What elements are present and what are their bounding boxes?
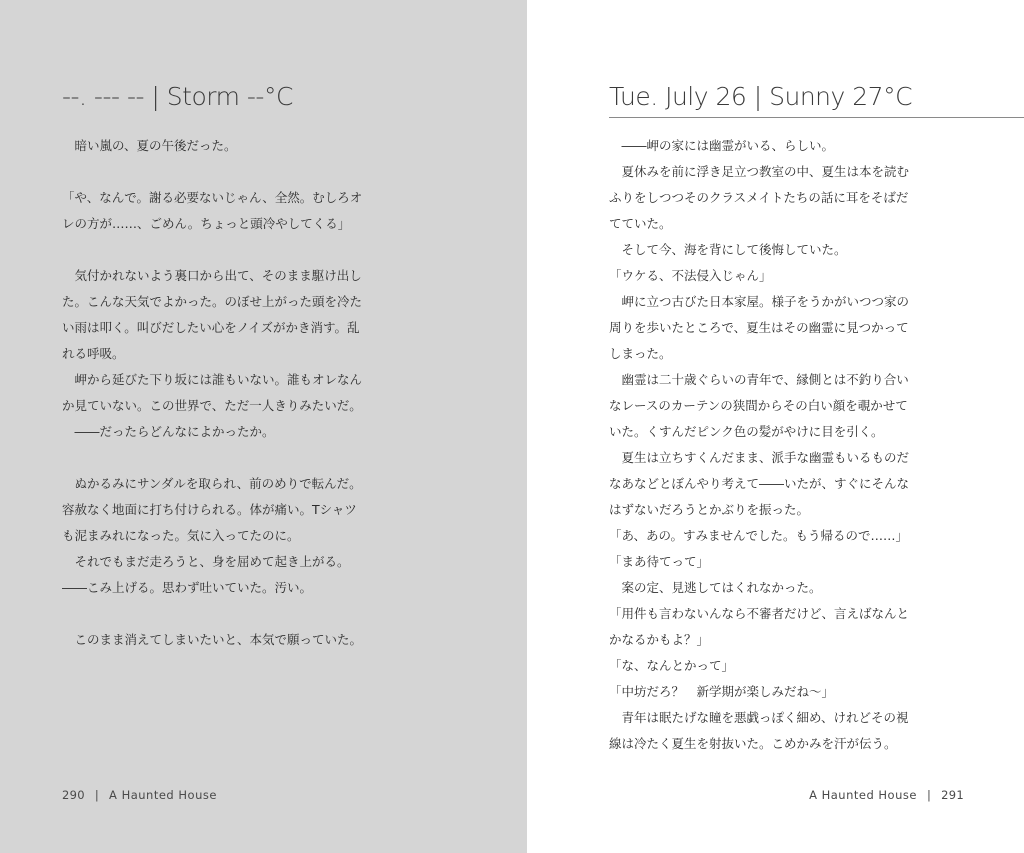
text-line: かなるかもよ？」 bbox=[609, 632, 710, 647]
footer-separator: | bbox=[926, 788, 932, 802]
text-line: 「や、なんで。謝る必要ないじゃん、全然。むしろオ bbox=[62, 190, 363, 205]
text-line: 気付かれないよう裏口から出て、そのまま駆け出し bbox=[74, 268, 362, 283]
blank-line bbox=[62, 159, 422, 185]
page-number: 291 bbox=[941, 788, 964, 802]
text-line: 「な、なんとかって」 bbox=[609, 658, 735, 673]
left-page-footer bbox=[62, 788, 217, 802]
running-title: A Haunted House bbox=[109, 788, 217, 802]
text-line: いた。くすんだピンク色の髪がやけに目を引く。 bbox=[609, 424, 884, 439]
text-line: た。こんな天気でよかった。のぼせ上がった頭を冷た bbox=[62, 294, 363, 309]
text-line: 「用件も言わないんなら不審者だけど、言えばなんと bbox=[609, 606, 910, 621]
text-line: そして今、海を背にして後悔していた。 bbox=[621, 242, 847, 257]
text-line: 周りを歩いたところで、夏生はその幽霊に見つかって bbox=[609, 320, 909, 335]
text-line: 暗い嵐の、夏の午後だった。 bbox=[74, 138, 237, 153]
right-page bbox=[527, 0, 1024, 853]
text-line: か見ていない。この世界で、ただ一人きりみたいだ。 bbox=[62, 398, 362, 413]
heading-rule bbox=[609, 117, 1024, 118]
left-page-body bbox=[62, 133, 422, 653]
text-line: 夏生は立ちすくんだまま、派手な幽霊もいるものだ bbox=[621, 450, 910, 465]
text-line: なあなどとぼんやり考えて――いたが、すぐにそんな bbox=[609, 476, 910, 491]
text-line: ――岬の家には幽霊がいる、らしい。 bbox=[621, 138, 835, 153]
text-line: 線は冷たく夏生を射抜いた。こめかみを汗が伝う。 bbox=[609, 736, 897, 751]
text-line: レの方が……、ごめん。ちょっと頭冷やしてくる」 bbox=[62, 216, 351, 231]
right-page-body bbox=[609, 133, 969, 757]
text-line: 「まあ待てって」 bbox=[609, 554, 710, 569]
right-page-heading: Tue. July 26 | Sunny 27°C bbox=[609, 82, 913, 111]
text-line: れる呼吸。 bbox=[62, 346, 125, 361]
text-line: 岬から延びた下り坂には誰もいない。誰もオレなん bbox=[74, 372, 363, 387]
text-line: 岬に立つ古びた日本家屋。様子をうかがいつつ家の bbox=[621, 294, 910, 309]
right-page-footer bbox=[809, 788, 964, 802]
text-line: 案の定、見逃してはくれなかった。 bbox=[621, 580, 822, 595]
text-line: ぬかるみにサンダルを取られ、前のめりで転んだ。 bbox=[74, 476, 362, 491]
text-line: ――だったらどんなによかったか。 bbox=[74, 424, 275, 439]
text-line: ふりをしつつそのクラスメイトたちの話に耳をそばだ bbox=[609, 190, 909, 205]
text-line: はずないだろうとかぶりを振った。 bbox=[609, 502, 810, 517]
text-line: しまった。 bbox=[609, 346, 672, 361]
text-line: 「中坊だろ？ 新学期が楽しみだね～」 bbox=[609, 684, 835, 699]
page-number: 290 bbox=[62, 788, 85, 802]
text-line: 幽霊は二十歳ぐらいの青年で、縁側とは不釣り合い bbox=[621, 372, 909, 387]
text-line: 青年は眠たげな瞳を悪戯っぽく細め、けれどその視 bbox=[621, 710, 909, 725]
text-line: 容赦なく地面に打ち付けられる。体が痛い。Tシャツ bbox=[62, 502, 357, 517]
running-title: A Haunted House bbox=[809, 788, 917, 802]
left-page-heading: --. --- -- | Storm --°C bbox=[62, 82, 293, 111]
text-line: 「あ、あの。すみませんでした。もう帰るので……」 bbox=[609, 528, 909, 543]
text-line: てていた。 bbox=[609, 216, 672, 231]
text-line: それでもまだ走ろうと、身を屈めて起き上がる。 bbox=[74, 554, 350, 569]
text-line: も泥まみれになった。気に入ってたのに。 bbox=[62, 528, 300, 543]
text-line: なレースのカーテンの狭間からその白い顔を覗かせて bbox=[609, 398, 908, 413]
text-line: 「ウケる、不法侵入じゃん」 bbox=[609, 268, 772, 283]
blank-line bbox=[62, 601, 422, 627]
text-line: ――こみ上げる。思わず吐いていた。汚い。 bbox=[62, 580, 313, 595]
blank-line bbox=[62, 445, 422, 471]
footer-separator: | bbox=[94, 788, 100, 802]
text-line: い雨は叩く。叫びだしたい心をノイズがかき消す。乱 bbox=[62, 320, 360, 335]
text-line: このまま消えてしまいたいと、本気で願っていた。 bbox=[74, 632, 363, 647]
text-line: 夏休みを前に浮き足立つ教室の中、夏生は本を読む bbox=[621, 164, 910, 179]
blank-line bbox=[62, 237, 422, 263]
